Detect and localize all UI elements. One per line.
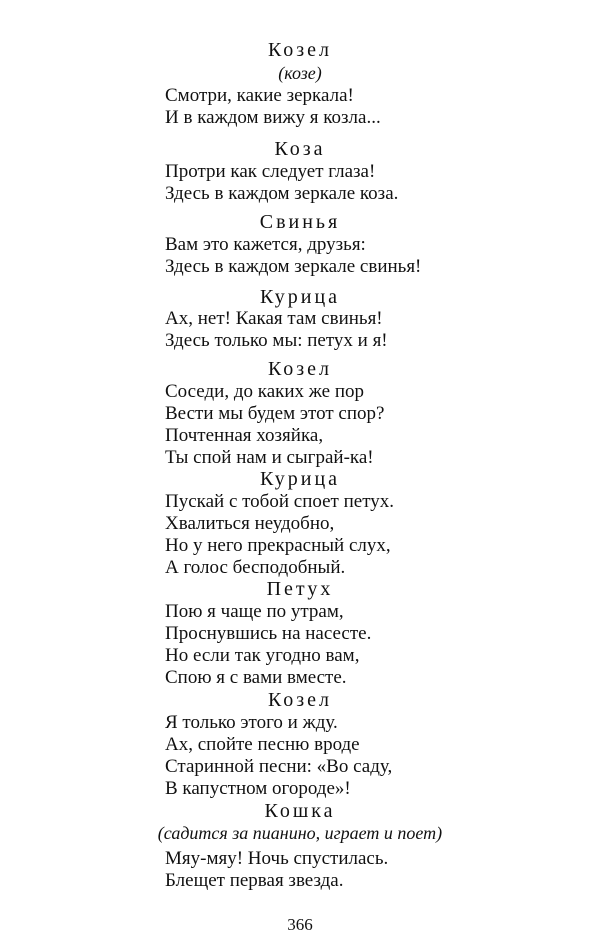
verse-line: Но у него прекрасный слух, bbox=[165, 535, 391, 556]
speaker-name: Коза bbox=[274, 138, 326, 160]
speaker-name: Курица bbox=[259, 286, 341, 308]
verse-line: Здесь только мы: петух и я! bbox=[165, 330, 388, 351]
verse-line: Мяу-мяу! Ночь спустилась. bbox=[165, 848, 389, 869]
speaker-name: Козел bbox=[267, 689, 333, 711]
verse-line: А голос бесподобный. bbox=[165, 557, 346, 578]
verse-line: Вести мы будем этот спор? bbox=[165, 403, 385, 424]
speaker-name: Козел bbox=[267, 358, 333, 380]
verse-line: Старинной песни: «Во саду, bbox=[165, 756, 393, 777]
verse-line: Почтенная хозяйка, bbox=[165, 425, 324, 446]
verse-line: Хвалиться неудобно, bbox=[165, 513, 335, 534]
verse-line: Ах, нет! Какая там свинья! bbox=[165, 308, 383, 329]
verse-line: Смотри, какие зеркала! bbox=[165, 85, 354, 106]
verse-line: Спою я с вами вместе. bbox=[165, 667, 347, 688]
verse-line: Здесь в каждом зеркале свинья! bbox=[165, 256, 422, 277]
verse-line: Здесь в каждом зеркале коза. bbox=[165, 183, 399, 204]
speaker-name: Свинья bbox=[259, 211, 341, 233]
page-number: 366 bbox=[287, 915, 313, 934]
verse-line: В капустном огороде»! bbox=[165, 778, 351, 799]
speaker-name: Кошка bbox=[264, 800, 336, 822]
speaker-name: Курица bbox=[259, 468, 341, 490]
verse-line: Ах, спойте песню вроде bbox=[165, 734, 360, 755]
verse-line: Блещет первая звезда. bbox=[165, 870, 344, 891]
verse-line: Пускай с тобой споет петух. bbox=[165, 491, 394, 512]
stage-direction: (садится за пианино, играет и поет) bbox=[157, 823, 443, 843]
verse-line: Ты спой нам и сыграй-ка! bbox=[165, 447, 374, 468]
speaker-name: Петух bbox=[266, 578, 334, 600]
verse-line: И в каждом вижу я козла... bbox=[165, 107, 381, 128]
verse-line: Я только этого и жду. bbox=[165, 712, 338, 733]
verse-line: Проснувшись на насесте. bbox=[165, 623, 372, 644]
stage-direction: (козе) bbox=[278, 63, 322, 83]
verse-line: Соседи, до каких же пор bbox=[165, 381, 364, 402]
verse-line: Вам это кажется, друзья: bbox=[165, 234, 366, 255]
verse-line: Протри как следует глаза! bbox=[165, 161, 376, 182]
verse-line: Но если так угодно вам, bbox=[165, 645, 360, 666]
speaker-name: Козел bbox=[267, 39, 333, 61]
verse-line: Пою я чаще по утрам, bbox=[165, 601, 344, 622]
